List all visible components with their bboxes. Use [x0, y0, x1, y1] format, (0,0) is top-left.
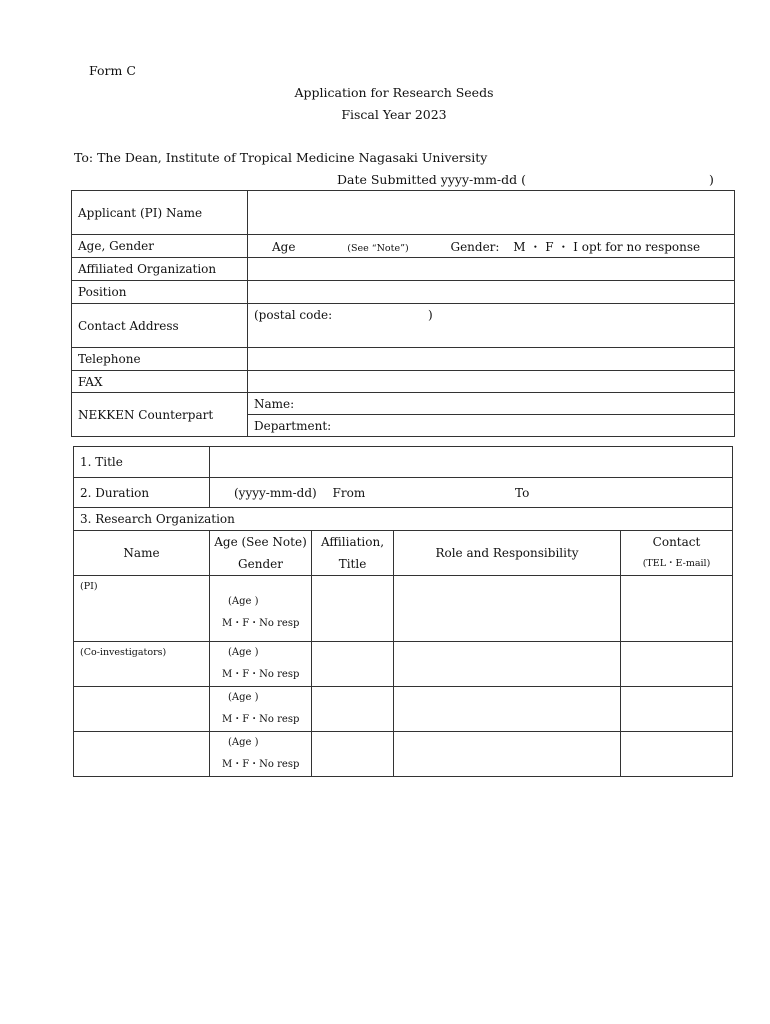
row-name[interactable]: (PI): [74, 576, 210, 642]
row-name[interactable]: [74, 687, 210, 732]
row-age-gender[interactable]: [210, 687, 312, 732]
col-contact-label: Contact: [652, 535, 701, 549]
row-age-gender[interactable]: [210, 576, 312, 642]
row-age-gender[interactable]: [210, 642, 312, 687]
gender-options[interactable]: M ・ F ・ I opt for no response: [513, 239, 701, 254]
nekken-department-field[interactable]: Department:: [248, 415, 735, 437]
row-role[interactable]: [394, 642, 621, 687]
position-label: Position: [72, 281, 248, 304]
age-label: Age: [272, 239, 296, 254]
form-subtitle: Fiscal Year 2023: [341, 107, 447, 122]
research-table: [73, 446, 733, 777]
duration-format: (yyyy-mm-dd): [234, 485, 317, 500]
col-title-label: Title: [338, 557, 367, 571]
row-name[interactable]: (Co-investigators): [74, 642, 210, 687]
row-gender: M・F・No resp: [222, 617, 300, 629]
table-row: [74, 687, 733, 732]
applicant-table: [71, 190, 735, 437]
table-row: [74, 732, 733, 777]
fax-field[interactable]: [248, 371, 735, 393]
see-note: (See “Note”): [347, 242, 409, 254]
date-submitted-label: Date Submitted yyyy-mm-dd (: [337, 172, 527, 187]
contact-address-field[interactable]: [248, 304, 735, 348]
row-gender: M・F・No resp: [222, 714, 300, 725]
row-role[interactable]: [394, 732, 621, 777]
row-contact[interactable]: [621, 642, 733, 687]
age-gender-field[interactable]: [248, 235, 735, 258]
col-gender-label: Gender: [238, 557, 283, 571]
row-age: (Age ): [228, 737, 259, 748]
gender-label: Gender:: [450, 239, 500, 254]
row-role[interactable]: [394, 687, 621, 732]
form-label: Form C: [89, 63, 136, 78]
nekken-name-field[interactable]: Name:: [248, 393, 735, 415]
row-contact[interactable]: [621, 732, 733, 777]
row-role[interactable]: [394, 576, 621, 642]
row-affiliation[interactable]: [312, 687, 394, 732]
table-row: [74, 576, 733, 642]
to-label: To: [515, 485, 530, 500]
postal-code-label: (postal code:: [254, 308, 333, 322]
telephone-field[interactable]: [248, 348, 735, 371]
title-label: 1. Title: [74, 447, 210, 478]
applicant-name-field[interactable]: [248, 191, 735, 235]
form-title: Application for Research Seeds: [294, 85, 494, 100]
from-label: From: [332, 485, 366, 500]
telephone-label: Telephone: [72, 348, 248, 371]
addressee: To: The Dean, Institute of Tropical Medicine Nagasaki University: [74, 150, 488, 165]
row-age: (Age ): [228, 647, 259, 658]
row-name[interactable]: [74, 732, 210, 777]
row-age: (Age ): [228, 595, 259, 607]
col-affiliation-header: [312, 531, 394, 576]
row-affiliation[interactable]: [312, 576, 394, 642]
row-age-gender[interactable]: [210, 732, 312, 777]
row-gender: M・F・No resp: [222, 669, 300, 680]
fax-label: FAX: [72, 371, 248, 393]
col-affiliation-label: Affiliation,: [320, 535, 385, 549]
affiliated-org-field[interactable]: [248, 258, 735, 281]
title-field[interactable]: [210, 447, 733, 478]
col-name-header: Name: [74, 531, 210, 576]
row-age: (Age ): [228, 692, 259, 703]
row-affiliation[interactable]: [312, 732, 394, 777]
col-contact-sub: (TEL・E-mail): [642, 558, 711, 569]
col-age-label: Age (See Note): [214, 535, 307, 549]
contact-address-label: Contact Address: [72, 304, 248, 348]
row-affiliation[interactable]: [312, 642, 394, 687]
table-row: [74, 642, 733, 687]
applicant-name-label: Applicant (PI) Name: [72, 191, 248, 235]
col-role-header: Role and Responsibility: [394, 531, 621, 576]
postal-code-close: ): [427, 308, 433, 322]
row-contact[interactable]: [621, 576, 733, 642]
duration-label: 2. Duration: [74, 478, 210, 508]
age-gender-label: Age, Gender: [72, 235, 248, 258]
position-field[interactable]: [248, 281, 735, 304]
date-submitted-close: ): [709, 172, 714, 187]
col-age-gender-header: [210, 531, 312, 576]
row-gender: M・F・No resp: [222, 759, 300, 770]
row-contact[interactable]: [621, 687, 733, 732]
research-org-label: 3. Research Organization: [74, 508, 733, 531]
nekken-counterpart-label: NEKKEN Counterpart: [72, 393, 248, 437]
affiliated-org-label: Affiliated Organization: [72, 258, 248, 281]
duration-field[interactable]: [210, 478, 733, 508]
col-contact-header: [621, 531, 733, 576]
